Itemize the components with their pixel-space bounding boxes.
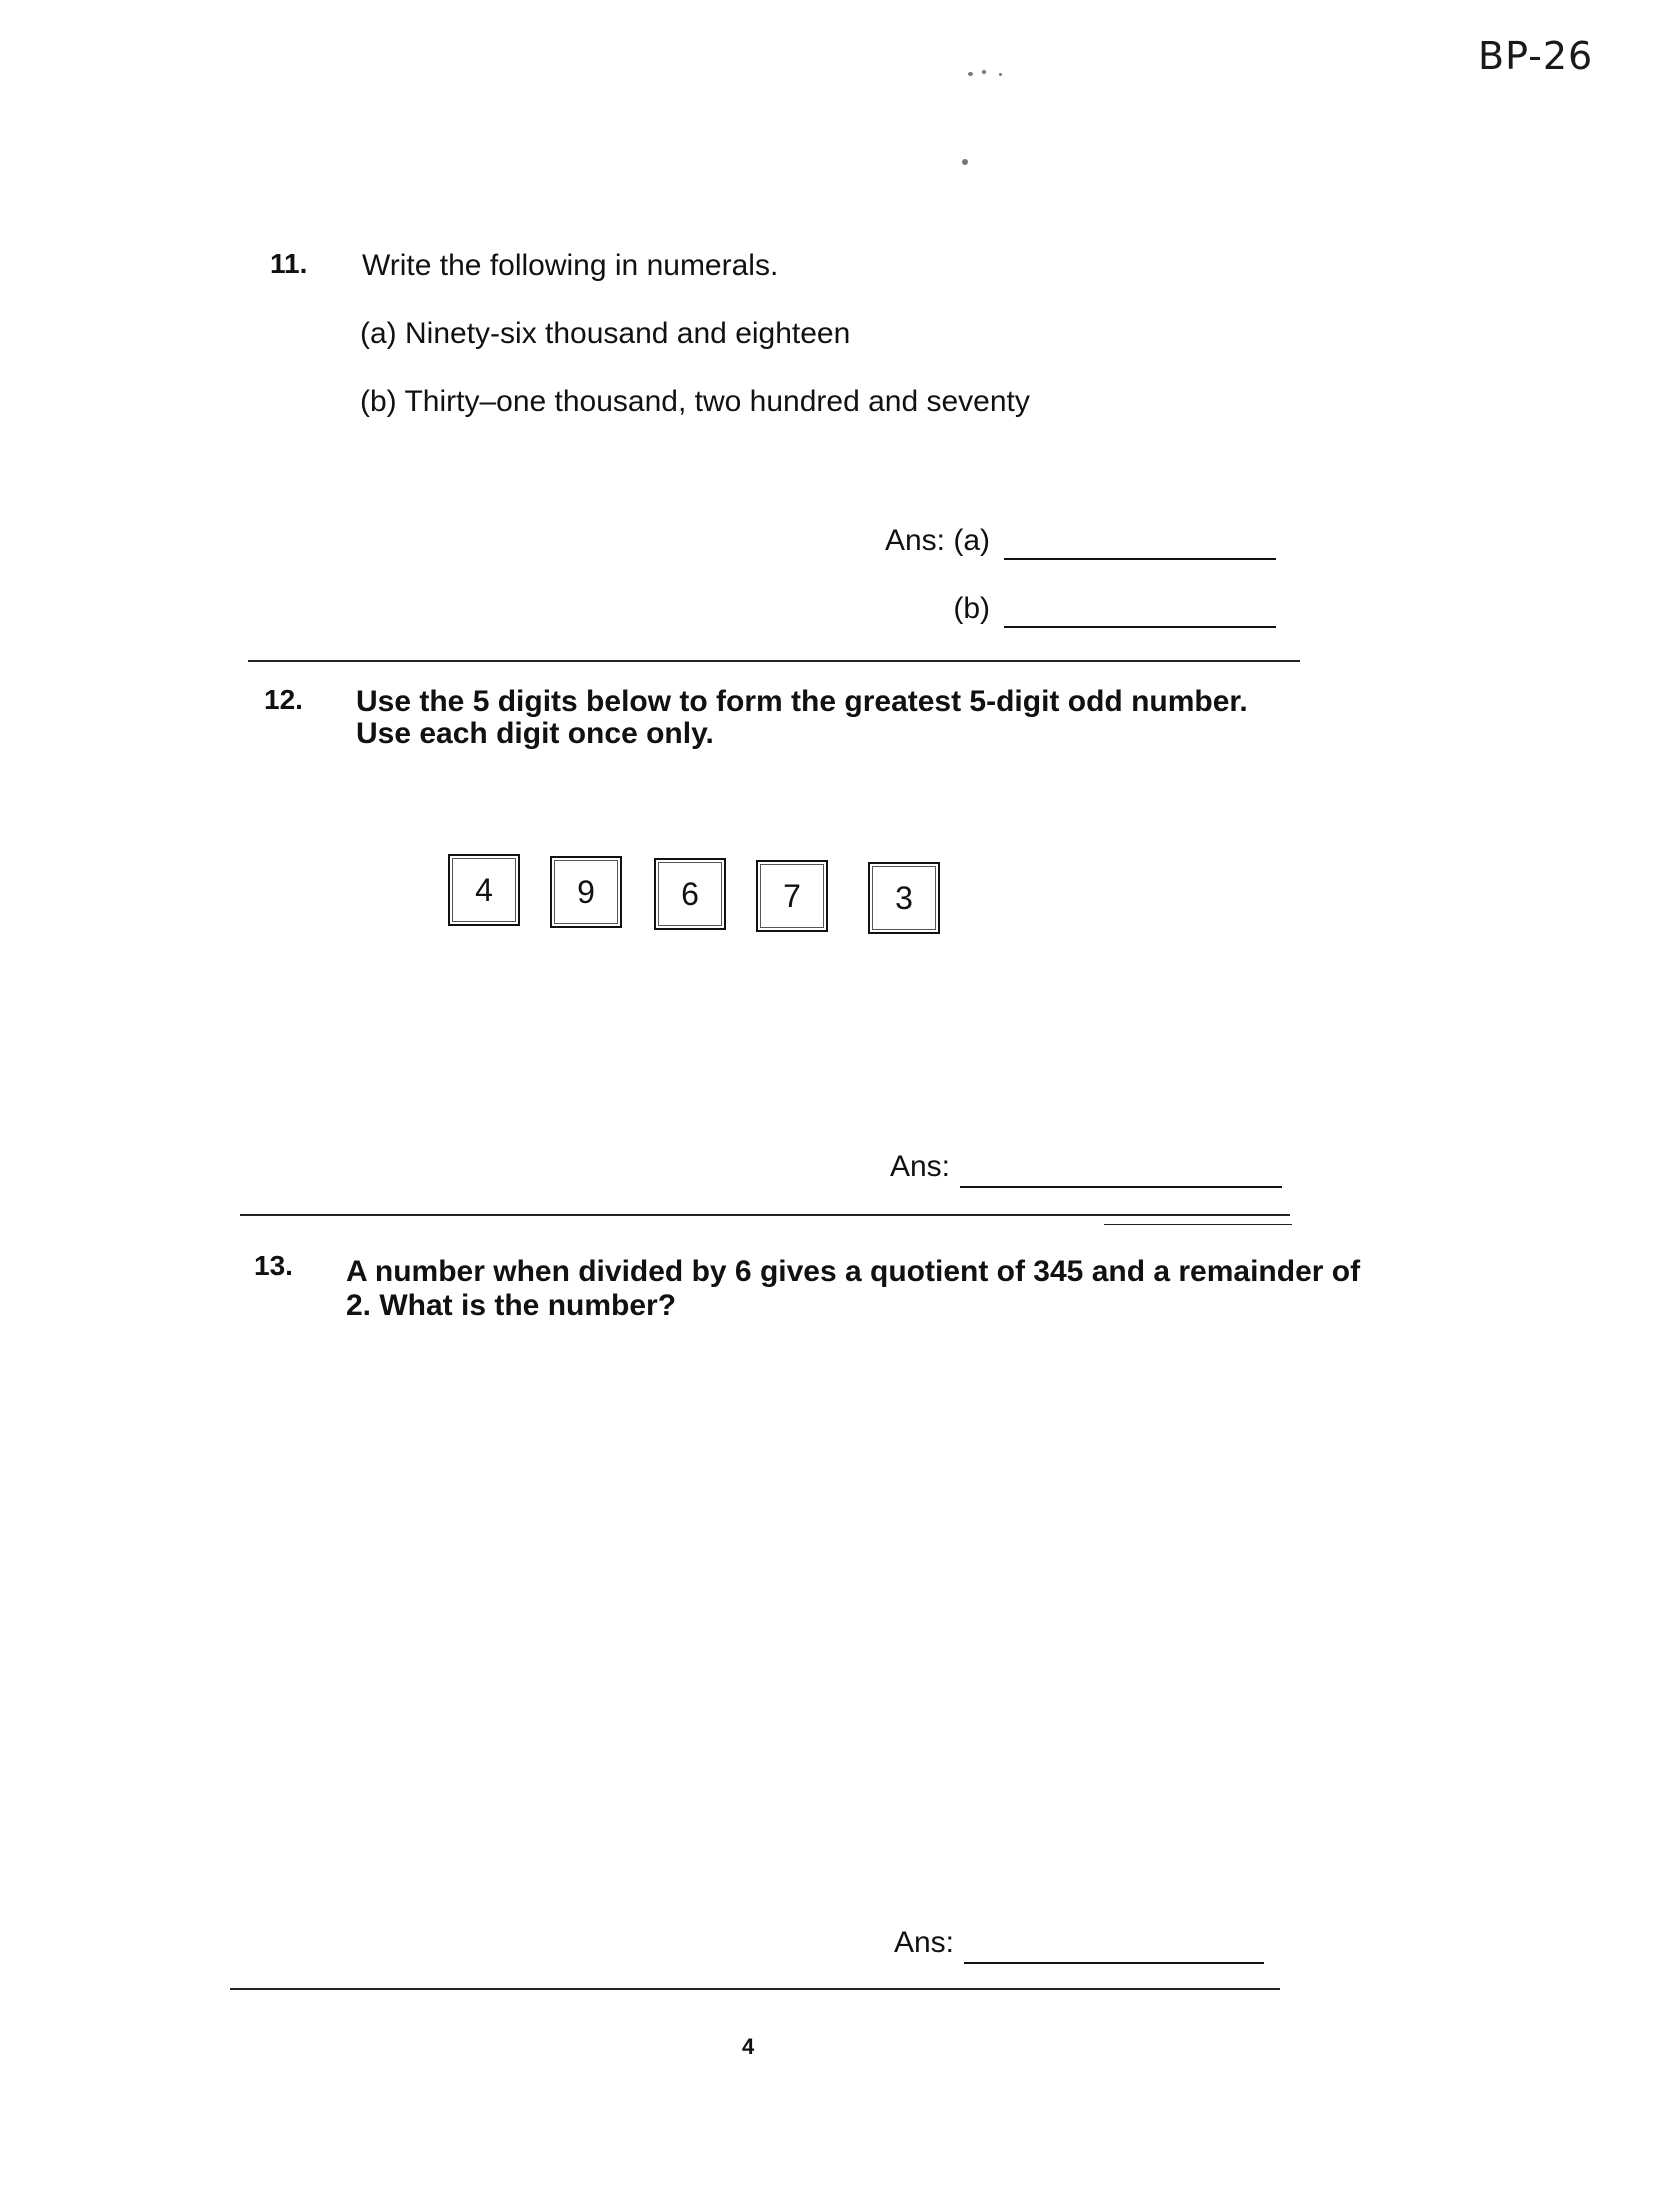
answer-label: Ans: xyxy=(889,1150,950,1183)
section-divider xyxy=(248,660,1300,662)
answer-line-b[interactable] xyxy=(1004,626,1276,628)
scan-speck xyxy=(962,159,968,165)
digit-card: 3 xyxy=(868,862,940,934)
page-code: BP-26 xyxy=(1478,34,1594,78)
section-divider xyxy=(1104,1224,1292,1225)
answer-line-a[interactable] xyxy=(1004,558,1276,560)
digit-card: 4 xyxy=(448,854,520,926)
question-prompt: Write the following in numerals. xyxy=(362,249,779,282)
question-prompt-line-2: Use each digit once only. xyxy=(356,717,714,750)
question-part-b: (b) Thirty–one thousand, two hundred and seventy xyxy=(360,385,1030,418)
question-number: 13. xyxy=(254,1250,293,1281)
answer-line[interactable] xyxy=(960,1186,1282,1188)
answer-label-a: Ans: (a) xyxy=(884,524,990,557)
question-prompt-line-1: A number when divided by 6 gives a quotient of 345 and a remainder of xyxy=(346,1255,1361,1288)
question-number: 12. xyxy=(264,684,303,715)
scan-speck xyxy=(999,73,1002,76)
section-divider xyxy=(230,1988,1280,1990)
page-number: 4 xyxy=(742,2034,755,2059)
digit-card: 6 xyxy=(654,858,726,930)
question-number: 11. xyxy=(270,248,308,279)
scan-speck xyxy=(968,72,973,76)
answer-line[interactable] xyxy=(964,1962,1264,1964)
section-divider xyxy=(240,1214,1290,1216)
scan-speck xyxy=(982,70,986,74)
question-prompt-line-1: Use the 5 digits below to form the greatest 5-digit odd number. xyxy=(356,685,1248,718)
digit-card: 9 xyxy=(550,856,622,928)
question-part-a: (a) Ninety-six thousand and eighteen xyxy=(360,317,851,350)
question-prompt-line-2: 2. What is the number? xyxy=(346,1289,677,1322)
answer-label: Ans: xyxy=(893,1926,954,1959)
digit-card: 7 xyxy=(756,860,828,932)
answer-label-b: (b) xyxy=(953,592,990,625)
